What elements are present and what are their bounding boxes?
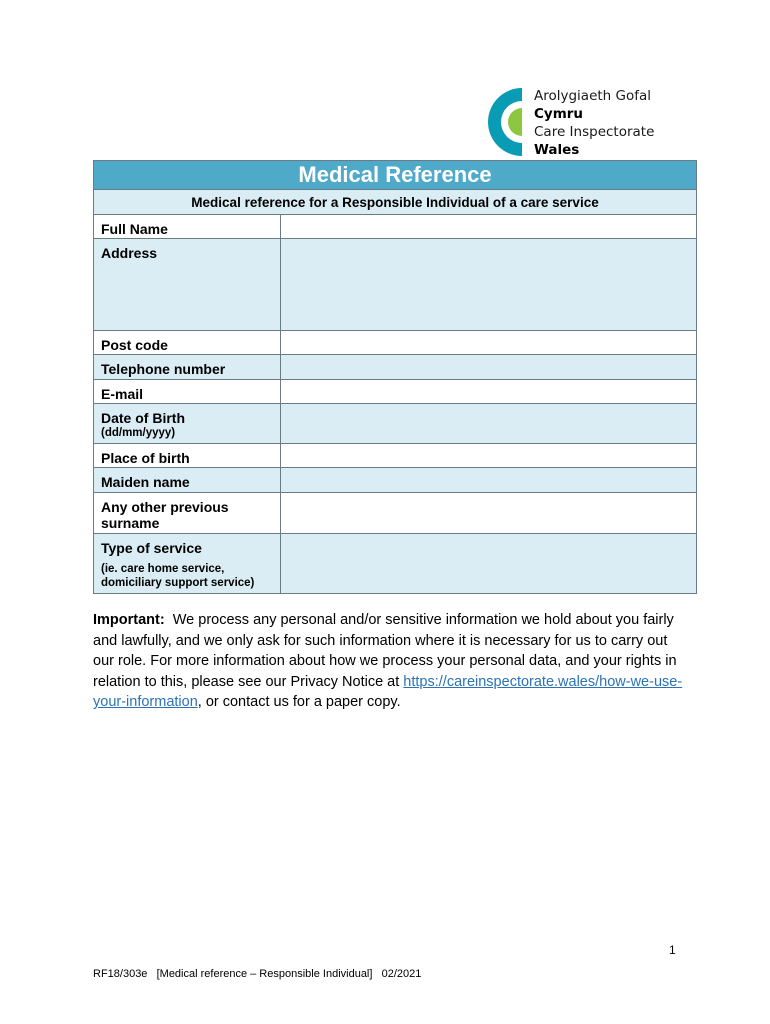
full-name-label: Full Name <box>101 221 168 237</box>
maiden-name-field[interactable] <box>281 468 697 493</box>
row-telephone <box>94 355 697 380</box>
logo-text <box>534 87 654 159</box>
previous-surname-label: Any other previous surname <box>101 499 229 531</box>
type-of-service-field[interactable] <box>281 534 697 594</box>
privacy-notice-link[interactable]: https://careinspectorate.wales/how-we-use-your-information <box>93 673 683 710</box>
logo-line-1: Arolygiaeth Gofal <box>534 88 652 104</box>
privacy-notice <box>93 610 683 713</box>
care-inspectorate-logo-icon <box>486 86 532 158</box>
maiden-name-label: Maiden name <box>101 474 190 490</box>
row-full-name <box>94 215 697 239</box>
notice-after-link: , or contact us for a paper copy. <box>197 694 401 710</box>
row-post-code <box>94 331 697 355</box>
row-maiden-name <box>94 468 697 493</box>
notice-label: Important: <box>93 612 165 628</box>
form-title-row <box>94 161 697 190</box>
row-previous-surname <box>94 493 697 534</box>
post-code-field[interactable] <box>281 331 697 355</box>
form-subtitle-row <box>94 190 697 215</box>
type-of-service-hint: (ie. care home service, domiciliary support service) <box>101 563 255 589</box>
row-type-of-service <box>94 534 697 594</box>
row-address <box>94 239 697 331</box>
row-place-of-birth <box>94 444 697 468</box>
logo-line-3: Care Inspectorate <box>534 124 655 140</box>
post-code-label: Post code <box>101 337 168 353</box>
form-subtitle: Medical reference for a Responsible Individual of a care service <box>94 190 697 215</box>
email-label: E-mail <box>101 386 144 402</box>
medical-reference-form <box>93 160 697 594</box>
logo <box>486 86 676 158</box>
page-number: 1 <box>669 943 676 957</box>
email-field[interactable] <box>281 380 697 404</box>
previous-surname-field[interactable] <box>281 493 697 534</box>
form-title: Medical Reference <box>298 162 492 187</box>
telephone-field[interactable] <box>281 355 697 380</box>
dob-hint: (dd/mm/yyyy) <box>101 427 176 439</box>
dob-field[interactable] <box>281 404 697 444</box>
address-label: Address <box>101 245 158 261</box>
notice-text: We process any personal and/or sensitive information we hold about you fairly and lawfully, and we only ask for such information where it is necessary for us to carry out our role. For more information about how we process your personal data, and your rights in relation to this, please see our Privacy Notice at <box>93 612 677 690</box>
place-of-birth-label: Place of birth <box>101 450 190 466</box>
logo-line-2: Cymru <box>534 106 584 122</box>
row-email <box>94 380 697 404</box>
type-of-service-label: Type of service <box>101 540 202 556</box>
dob-label: Date of Birth <box>101 410 185 426</box>
telephone-label: Telephone number <box>101 361 226 377</box>
place-of-birth-field[interactable] <box>281 444 697 468</box>
address-field[interactable] <box>281 239 697 331</box>
full-name-field[interactable] <box>281 215 697 239</box>
footer-reference: RF18/303e [Medical reference – Responsible Individual] 02/2021 <box>93 968 422 980</box>
row-dob <box>94 404 697 444</box>
logo-line-4: Wales <box>534 142 580 158</box>
